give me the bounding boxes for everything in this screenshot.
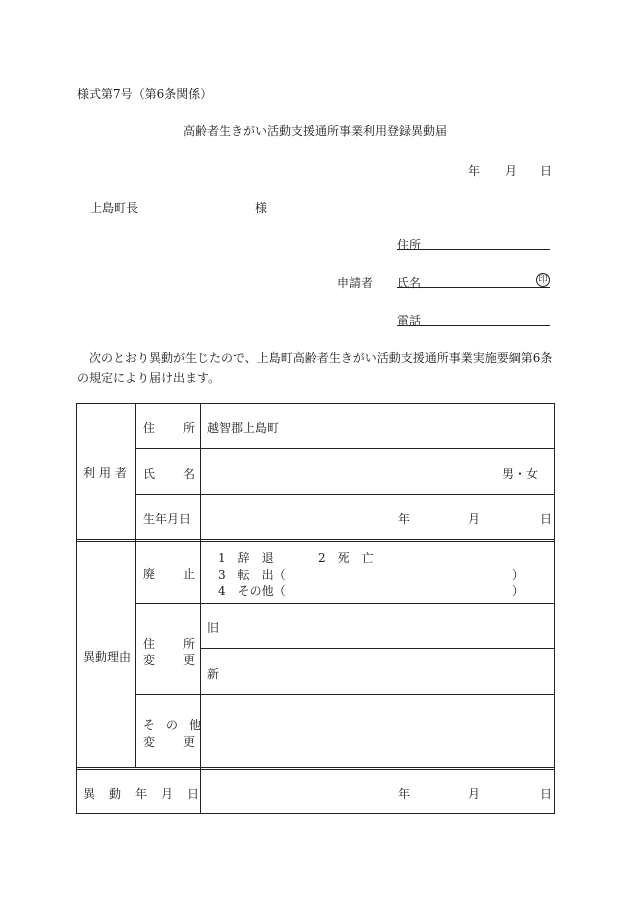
row-rule-4 xyxy=(200,648,555,649)
discontinue-label: 廃止 xyxy=(143,567,224,581)
address-label: 住所 xyxy=(143,421,224,435)
row-rule-2 xyxy=(135,494,555,495)
table-divider-left xyxy=(135,403,136,768)
option-withdraw[interactable]: 1 辞 退 xyxy=(218,551,274,565)
addressee-name: 上島町長 xyxy=(90,201,139,215)
row-rule-3 xyxy=(135,603,555,604)
birth-year: 年 xyxy=(398,512,411,526)
option-death[interactable]: 2 死 亡 xyxy=(318,551,374,565)
option-move-out[interactable]: 3 転 出（ xyxy=(218,568,286,582)
name-label: 氏名 xyxy=(143,467,224,481)
applicant-phone-line[interactable] xyxy=(397,311,550,326)
section-rule-1 xyxy=(76,539,555,540)
applicant-name-line[interactable] xyxy=(397,273,550,288)
date-year: 年 xyxy=(468,164,481,178)
seal-mark: 印 xyxy=(536,273,550,287)
section-rule-2b xyxy=(76,769,555,770)
new-address-label: 新 xyxy=(207,667,220,681)
option-other-close: ） xyxy=(512,584,525,598)
applicant-name-label: 氏名 xyxy=(397,276,422,290)
address-change-label-2: 変更 xyxy=(143,653,224,667)
addressee-honorific: 様 xyxy=(255,201,268,215)
row-rule-1 xyxy=(135,448,555,449)
applicant-label: 申請者 xyxy=(337,276,374,290)
old-address-label: 旧 xyxy=(207,621,220,635)
date-month: 月 xyxy=(505,164,518,178)
change-month: 月 xyxy=(468,787,481,801)
form-number: 様式第7号（第6条関係） xyxy=(77,87,213,101)
address-change-label-1: 住所 xyxy=(143,637,224,651)
body-text-line-1: 次のとおり異動が生じたので、上島町高齢者生きがい活動支援通所事業実施要綱第6条 xyxy=(89,351,553,365)
other-change-label-2: 変更 xyxy=(143,735,224,749)
user-group-label xyxy=(83,464,132,481)
applicant-address-line[interactable] xyxy=(397,235,550,250)
change-date-label: 異動年月日 xyxy=(83,787,214,801)
applicant-phone-label: 電話 xyxy=(397,314,422,328)
section-rule-1b xyxy=(76,541,555,542)
section-rule-2 xyxy=(76,767,555,768)
birth-day: 日 xyxy=(540,512,553,526)
row-rule-5 xyxy=(135,694,555,695)
gender-options[interactable]: 男・女 xyxy=(502,467,539,481)
option-move-out-close: ） xyxy=(512,568,525,582)
body-text-line-2: の規定により届け出ます。 xyxy=(77,371,221,385)
birthdate-label: 生年月日 xyxy=(143,512,192,526)
user-group-label-text: 利用者 xyxy=(83,466,132,480)
birth-month: 月 xyxy=(468,512,481,526)
applicant-address-label: 住所 xyxy=(397,238,422,252)
address-value[interactable]: 越智郡上島町 xyxy=(207,421,280,435)
other-change-label-1: その他 xyxy=(143,718,213,732)
option-other[interactable]: 4 その他（ xyxy=(218,584,286,598)
document-title: 高齢者生きがい活動支援通所事業利用登録異動届 xyxy=(183,124,448,138)
reason-group-label: 異動理由 xyxy=(83,650,132,664)
change-day: 日 xyxy=(540,787,553,801)
change-year: 年 xyxy=(398,787,411,801)
date-day: 日 xyxy=(540,164,553,178)
